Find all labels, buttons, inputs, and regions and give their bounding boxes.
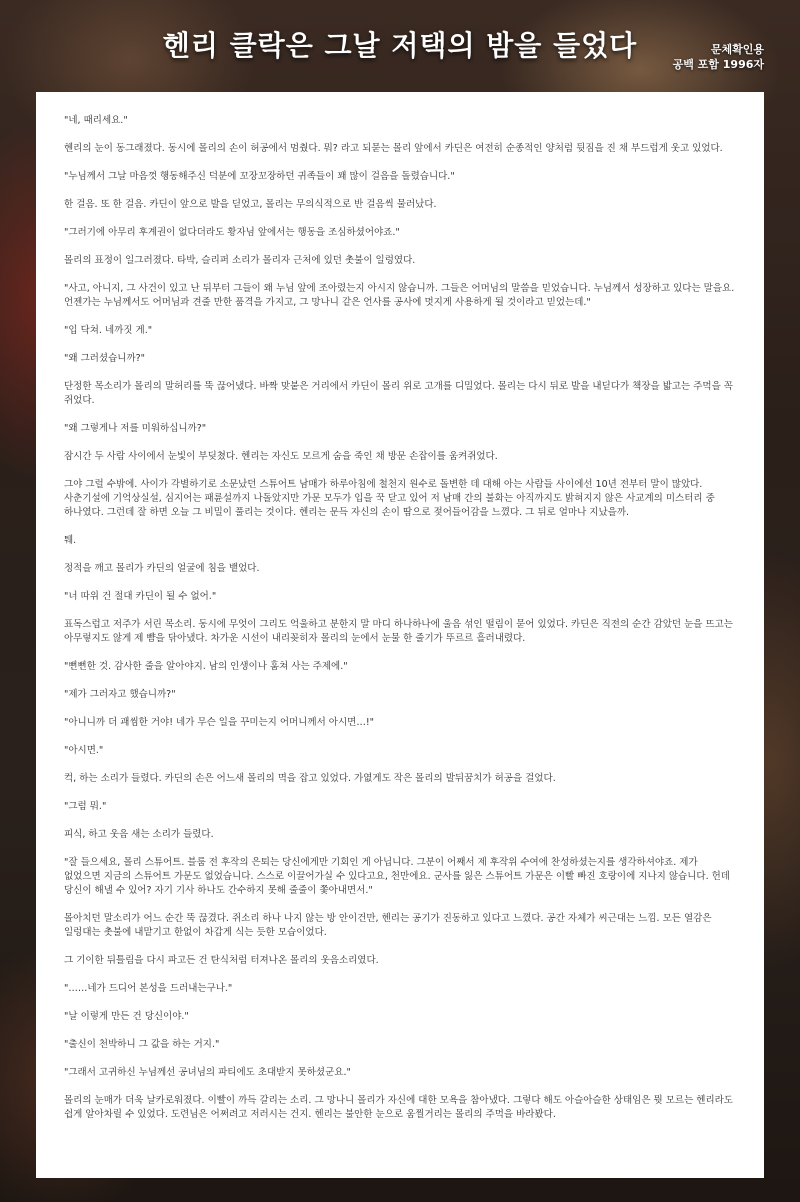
document-tag: 문체확인용 xyxy=(710,43,764,56)
header xyxy=(0,0,800,80)
paragraph: 몰리의 표정이 일그러졌다. 타박, 슬리퍼 소리가 몰리자 근처에 있던 촛불이 일렁였다. xyxy=(64,255,416,266)
paragraph: 단정한 목소리가 몰리의 말허리를 뚝 끊어냈다. 바짝 맞붙은 거리에서 카딘이 몰리 위로 고개를 디밀었다. 몰리는 다시 뒤로 발을 내딛다가 책장을 밟고는 주먹을 꼭 쥐었다. xyxy=(64,381,733,406)
paragraph: "잘 들으세요, 몰리 스튜어트. 블룸 전 후작의 은퇴는 당신에게만 기회인 게 아닙니다. 그분이 어째서 제 후작위 수여에 찬성하셨는지를 생각하셔야죠. 제가 없었으면 지금의 스튜어트 가문도 없었습니다. 스스로 이끌어가실 수 있다고요, 천만에요. 군사를 잃은 스튜어트 가문은 이빨 빠진 호랑이에 지나지 않습니다. 헌데 당신이 해낼 수 있어? 자기 기사 하나도 간수하지 못해 줄줄이 쫓아내면서." xyxy=(64,857,730,896)
meta-info xyxy=(673,42,764,72)
paragraph: 정적을 깨고 몰리가 카딘의 얼굴에 침을 뱉었다. xyxy=(64,563,260,574)
paragraph: "아시면." xyxy=(64,745,104,756)
paragraph: 헨리의 눈이 동그래졌다. 동시에 몰리의 손이 허공에서 멈췄다. 뭐? 라고 되묻는 몰리 앞에서 카딘은 여전히 순종적인 양처럼 뒷짐을 진 채 부드럽게 웃고 있었다. xyxy=(64,143,723,154)
paragraph: "사고, 아니지, 그 사건이 있고 난 뒤부터 그들이 왜 누님 앞에 조아렸는지 아시지 않습니까. 그들은 어머님의 말씀을 믿었습니다. 누님께서 성장하고 있다는 말을요. 언젠가는 누님께서도 어머님과 견줄 만한 품격을 가지고, 그 망나니 같은 언사를 공사에 멋지게 사용하게 될 것이라고 믿었는데." xyxy=(64,283,735,308)
paragraph: "출신이 천박하니 그 값을 하는 거지." xyxy=(64,1039,220,1050)
paragraph: "제가 그러자고 했습니까?" xyxy=(64,689,176,700)
paragraph: "네, 때리세요." xyxy=(64,115,128,126)
paragraph: 한 걸음. 또 한 걸음. 카딘이 앞으로 발을 딛었고, 몰리는 무의식적으로 반 걸음씩 물러났다. xyxy=(64,199,437,210)
paragraph: "입 닥쳐. 네까짓 게." xyxy=(64,325,153,336)
paragraph: 잠시간 두 사람 사이에서 눈빛이 부딪쳤다. 헨리는 자신도 모르게 숨을 죽인 채 방문 손잡이를 움켜쥐었다. xyxy=(64,451,498,462)
paragraph: 컥, 하는 소리가 들렸다. 카딘의 손은 어느새 몰리의 멱을 잡고 있었다. 가엾게도 작은 몰리의 발뒤꿈치가 허공을 걸었다. xyxy=(64,773,556,784)
paragraph: "아니니까 더 괘씸한 거야! 네가 무슨 일을 꾸미는지 어머니께서 아시면…!" xyxy=(64,717,374,728)
paragraph: "……네가 드디어 본성을 드러내는구나." xyxy=(64,983,233,994)
paragraph: "그래서 고귀하신 누님께선 공녀님의 파티에도 초대받지 못하셨군요." xyxy=(64,1067,351,1078)
paragraph: "뻔뻔한 것. 감사한 줄을 알아야지. 남의 인생이나 훔쳐 사는 주제에." xyxy=(64,661,348,672)
paragraph: 퉤. xyxy=(64,535,77,546)
paragraph: "누님께서 그날 마음껏 행동해주신 덕분에 꼬장꼬장하던 귀족들이 꽤 많이 걸음을 돌렸습니다." xyxy=(64,171,455,182)
paragraph: 그 기이한 뒤틀림을 다시 파고든 건 탄식처럼 터져나온 몰리의 웃음소리였다. xyxy=(64,955,379,966)
paragraph: 몰아치던 말소리가 어느 순간 뚝 끊겼다. 쥐소리 하나 나지 않는 방 안이건만, 헨리는 공기가 진동하고 있다고 느꼈다. 공간 자체가 씨근대는 느낌. 모든 열감은 일렁대는 촛불에 내맡기고 한없이 차갑게 식는 듯한 모습이었다. xyxy=(64,913,712,938)
paragraph: 피식, 하고 웃음 새는 소리가 들렸다. xyxy=(64,829,214,840)
page-title: 헨리 클락은 그날 저택의 밤을 들었다 xyxy=(162,29,638,62)
character-count: 공백 포함 1996자 xyxy=(672,58,764,71)
document-body xyxy=(36,92,764,1178)
paragraph: "왜 그러셨습니까?" xyxy=(64,353,146,364)
paragraph: "그러기에 아무리 후계권이 없다더라도 황자님 앞에서는 행동을 조심하셨어야죠." xyxy=(64,227,400,238)
paragraph: "너 따위 건 절대 카딘이 될 수 없어." xyxy=(64,591,217,602)
paragraph: 그야 그럴 수밖에. 사이가 각별하기로 소문났던 스튜어트 남매가 하루아침에 철천지 원수로 돌변한 데 대해 아는 사람들 사이에선 10년 전부터 말이 많았다. 사춘기설에 기억상실설, 심지어는 패륜설까지 나돌았지만 가문 모두가 입을 꾹 닫고 있어 저 남매 간의 불화는 아직까지도 밝혀지지 않은 사교계의 미스터리 중 하나였다. 그런데 잘 하면 오늘 그 비밀이 풀리는 것이다. 헨리는 문득 자신의 손이 땀으로 젖어들어감을 느꼈다. 그 뒤로 얼마나 지났을까. xyxy=(64,479,715,518)
paragraph: 표독스럽고 저주가 서린 목소리. 동시에 무엇이 그리도 억울하고 분한지 말 마디 하나하나에 울음 섞인 떨림이 묻어 있었다. 카딘은 직전의 순간 감았던 눈을 뜨고는 아무렇지도 않게 제 뺨을 닦아냈다. 차가운 시선이 내리꽂히자 몰리의 눈에서 눈물 한 줄기가 뚜르르 흘러내렸다. xyxy=(64,619,733,644)
paragraph: "왜 그렇게나 저를 미워하십니까?" xyxy=(64,423,207,434)
paragraph: "날 이렇게 만든 건 당신이야." xyxy=(64,1011,189,1022)
paragraph: 몰리의 눈매가 더욱 날카로워졌다. 이빨이 까득 갈리는 소리. 그 망나니 몰리가 자신에 대한 모욕을 참아냈다. 그렇다 해도 아슬아슬한 상태임은 뭣 모르는 헨리라도 쉽게 알아차릴 수 있었다. 도련님은 어쩌려고 저러시는 건지. 헨리는 불안한 눈으로 움찔거리는 몰리의 주먹을 바라봤다. xyxy=(64,1095,733,1120)
paragraph: "그럼 뭐." xyxy=(64,801,107,812)
